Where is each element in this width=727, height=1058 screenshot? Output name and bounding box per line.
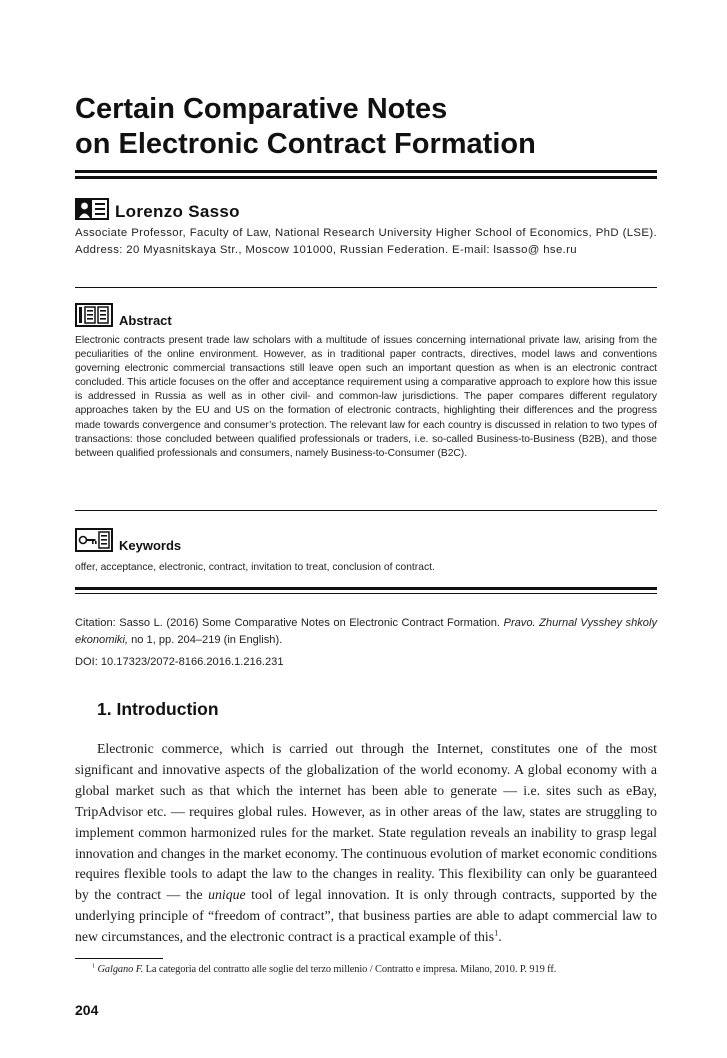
footnote-text: La categoria del contratto alle soglie del terzo millenio / Contratto e impresa. Milano, 2010. P. 919 ff. bbox=[143, 964, 557, 975]
introduction-paragraph: Electronic commerce, which is carried out through the Internet, constitutes one of the most significant and innovative aspects of the globalization of the world economy. A global economy with a global market such as that which the internet has been able to generate — i.e. sites such as eBay, TripAdvisor etc. — requires global rules. However, as in other areas of the law, states are struggling to implement common harmonized rules for the market. State regulation reveals an inability to grasp legal innovation and changes in the market economy. The continuous evolution of market economic conditions requires flexible tools to adapt the law to the changes in reality. This flexibility can only be guaranteed by the contract — the unique tool of legal innovation. It is only through contracts, supported by the underlying principle of “freedom of contract”, that business parties are able to adapt commercial law to new circumstances, and the electronic contract is a practical example of this$^1$. bbox=[75, 741, 658, 945]
title-rule-top bbox=[75, 170, 657, 173]
title-rule-bottom bbox=[75, 176, 657, 179]
title-line-2: on Electronic Contract Formation bbox=[75, 128, 536, 160]
author-heading bbox=[75, 198, 240, 220]
key-icon bbox=[75, 528, 113, 552]
document-text-icon bbox=[75, 303, 113, 327]
keywords-heading bbox=[75, 528, 181, 552]
citation bbox=[75, 615, 657, 649]
citation-prefix: Citation: Sasso L. (2016) Some Comparative Notes on Electronic Contract Formation. bbox=[75, 617, 504, 629]
title-line-1: Certain Comparative Notes bbox=[75, 93, 448, 125]
doi: DOI: 10.17323/2072-8166.2016.1.216.231 bbox=[75, 656, 284, 668]
abstract-text: Electronic contracts present trade law scholars with a multitude of issues concerning international private law, arising from the peculiarities of the online environment. However, as in traditional paper contracts, directives, model laws and conventions governing electronic commercial transactions still leave open such an important question as when is an electronic contract concluded. This article focuses on the offer and acceptance requirement using a comparative approach to explore how this issue is addressed in Russia as well as in other civil- and common-law jurisdictions. The paper compares different regulatory approaches taken by the EU and US on the formation of electronic contracts, highlighting their differences and the progress made towards convergence and consumer’s protection. The relevant law for each country is discussed in relation to two types of transactions: those concluded between qualified professionals or traders, i.e. so-called Business-to-Business (B2B), and those between qualified professionals and consumers, namely Business-to-Consumer (B2C). bbox=[75, 335, 657, 459]
emphasis-unique: unique bbox=[208, 887, 246, 903]
abstract-heading bbox=[75, 303, 172, 327]
citation-suffix: no 1, pp. 204–219 (in English). bbox=[128, 634, 283, 646]
author-card-icon bbox=[75, 198, 109, 220]
keywords-label: Keywords bbox=[119, 538, 182, 553]
footnote-reference[interactable]: 1 bbox=[494, 928, 499, 938]
section-heading-introduction: 1. Introduction bbox=[97, 699, 219, 719]
footnote-rule bbox=[75, 958, 163, 959]
article-title bbox=[75, 92, 657, 162]
abstract-label: Abstract bbox=[119, 313, 172, 328]
footnote-number: 1 bbox=[92, 962, 96, 970]
citation-rule-bottom bbox=[75, 593, 657, 594]
footnote-author: Galgano F. bbox=[97, 964, 144, 975]
citation-journal: Pravo. Zhurnal Vysshey shkoly ekonomiki, bbox=[75, 617, 657, 646]
keywords-text: offer, acceptance, electronic, contract, invitation to treat, conclusion of contract. bbox=[75, 562, 435, 573]
citation-rule-top bbox=[75, 587, 657, 590]
author-name: Lorenzo Sasso bbox=[115, 202, 240, 221]
author-affiliation: Associate Professor, Faculty of Law, National Research University Higher School of Economics, PhD (LSE). Address: 20 Myasnitskaya Str., Moscow 101000, Russian Federation. E-mail: lsasso@ hse.ru bbox=[75, 227, 657, 257]
section-divider bbox=[75, 510, 657, 511]
page-number: 204 bbox=[75, 1002, 99, 1018]
section-divider bbox=[75, 287, 657, 288]
footnote bbox=[92, 963, 662, 977]
